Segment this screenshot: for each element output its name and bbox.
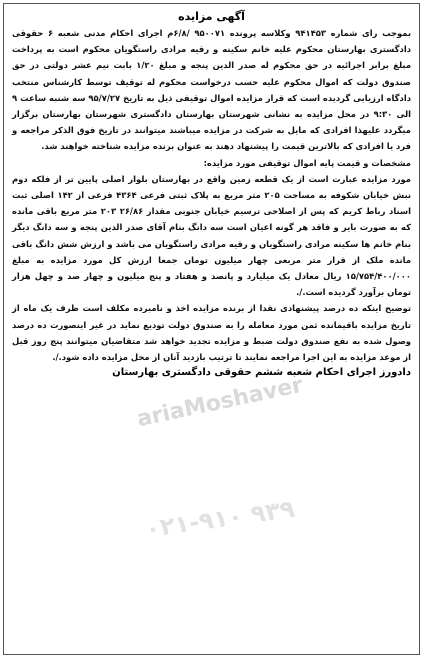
- watermark-logo-text: ariaMoshaver: [134, 372, 306, 433]
- notice-paragraph-intro: بموجب رای شماره ۹۴۱۴۵۳ وکلاسه پرونده ۹۵۰۰۷۱ /۶/۸م اجرای احکام مدنی شعبه ۶ حقوقی دادگستری بهارستان محکوم علیه خانم سکینه و رقیه مرادی راستگویان محکوم است به پرداخت مبلغ برابر اجرائیه در حق محکوم له صدر الدین پنجه و مبلغ ۱/۲۰ بابت نیم عشر دولتی در حق صندوق دولت که اموال محکوم علیه حسب درخواست محکوم له توقیف توسط کارشناس منتخب دادگاه ارزیابی گردیده است که قرار مزایده اموال توقیفی ذیل به تاریخ ۹۵/۷/۲۷ سه شنبه ساعت ۹ الی ۹:۳۰ در محل مزایده به نشانی شهرستان بهارستان دادگستری شهرستان بهارستان برگزار میگردد علیهذا افرادی که مایل به شرکت در مزایده میباشند میتوانند در تاریخ فوق الذکر مراجعه و فرد یا افرادی که بالاترین قیمت را پیشنهاد دهند به عنوان برنده مزایده شناخته خواهند شد.: [12, 28, 412, 152]
- auction-notice: [3, 3, 420, 655]
- notice-specs-heading: مشخصات و قیمت پایه اموال توقیفی مورد مزایده:: [203, 157, 411, 168]
- watermark-phone-text: ۰۲۱-۹۱۰ ۹۳۹: [143, 494, 297, 544]
- notice-paragraph-terms: توضیح اینکه ده درصد پیشنهادی نقدا از برنده مزایده اخذ و نامبرده مکلف است ظرف یک ماه از تاریخ مزایده باقیمانده ثمن مورد معامله را به صندوق دولت تودیع نماید در غیر اینصورت ده درصد وصول شده به نفع صندوق دولت ضبط و مزایده تجدید خواهد شد متقاضیان میتوانند پنج روز قبل از موعد مزایده به این اجرا مراجعه نمایند تا ترتیب بازدید آنان از محل مزایده داده شود./.: [12, 303, 411, 363]
- notice-body: [4, 25, 419, 365]
- notice-paragraph-property: مورد مزایده عبارت است از یک قطعه زمین واقع در بهارستان بلوار اصلی پایین تر از فلکه دوم نبش خیابان شکوفه به مساحت ۲۰۵ متر مربع به پلاک ثبتی فرعی ۴۳۶۴ فرعی از ۱۴۲ اصلی ثبت اسناد رباط کریم که پس از اصلاحی ترسیم خیابان جنوبی مقدار ۲۶/۸۶ ۲۰۳ متر مربع باقی مانده که به صورت بایر و فاقد هر گونه اعیان است سه دانگ بنام آقای صدر الدین پنجه و سه دانگ دیگر بنام خانم ها سکینه مرادی راستگویان و رقیه مرادی راستگویان می باشد و ارزش شش دانگ باقی مانده ملک از قرار متر مربعی چهار میلیون تومان جمعا ارزش کل مورد مزایده به مبلغ ۱۵/۷۵۴/۴۰۰/۰۰۰ ریال معادل یک میلیارد و پانصد و هفتاد و پنج میلیون و چهار صد و چهل هزار تومان برآورد گردیده است./.: [12, 173, 412, 298]
- notice-title: آگهی مزایده: [178, 10, 245, 23]
- notice-signature: دادورز اجرای احکام شعبه ششم حقوقی دادگستری بهارستان: [112, 367, 411, 379]
